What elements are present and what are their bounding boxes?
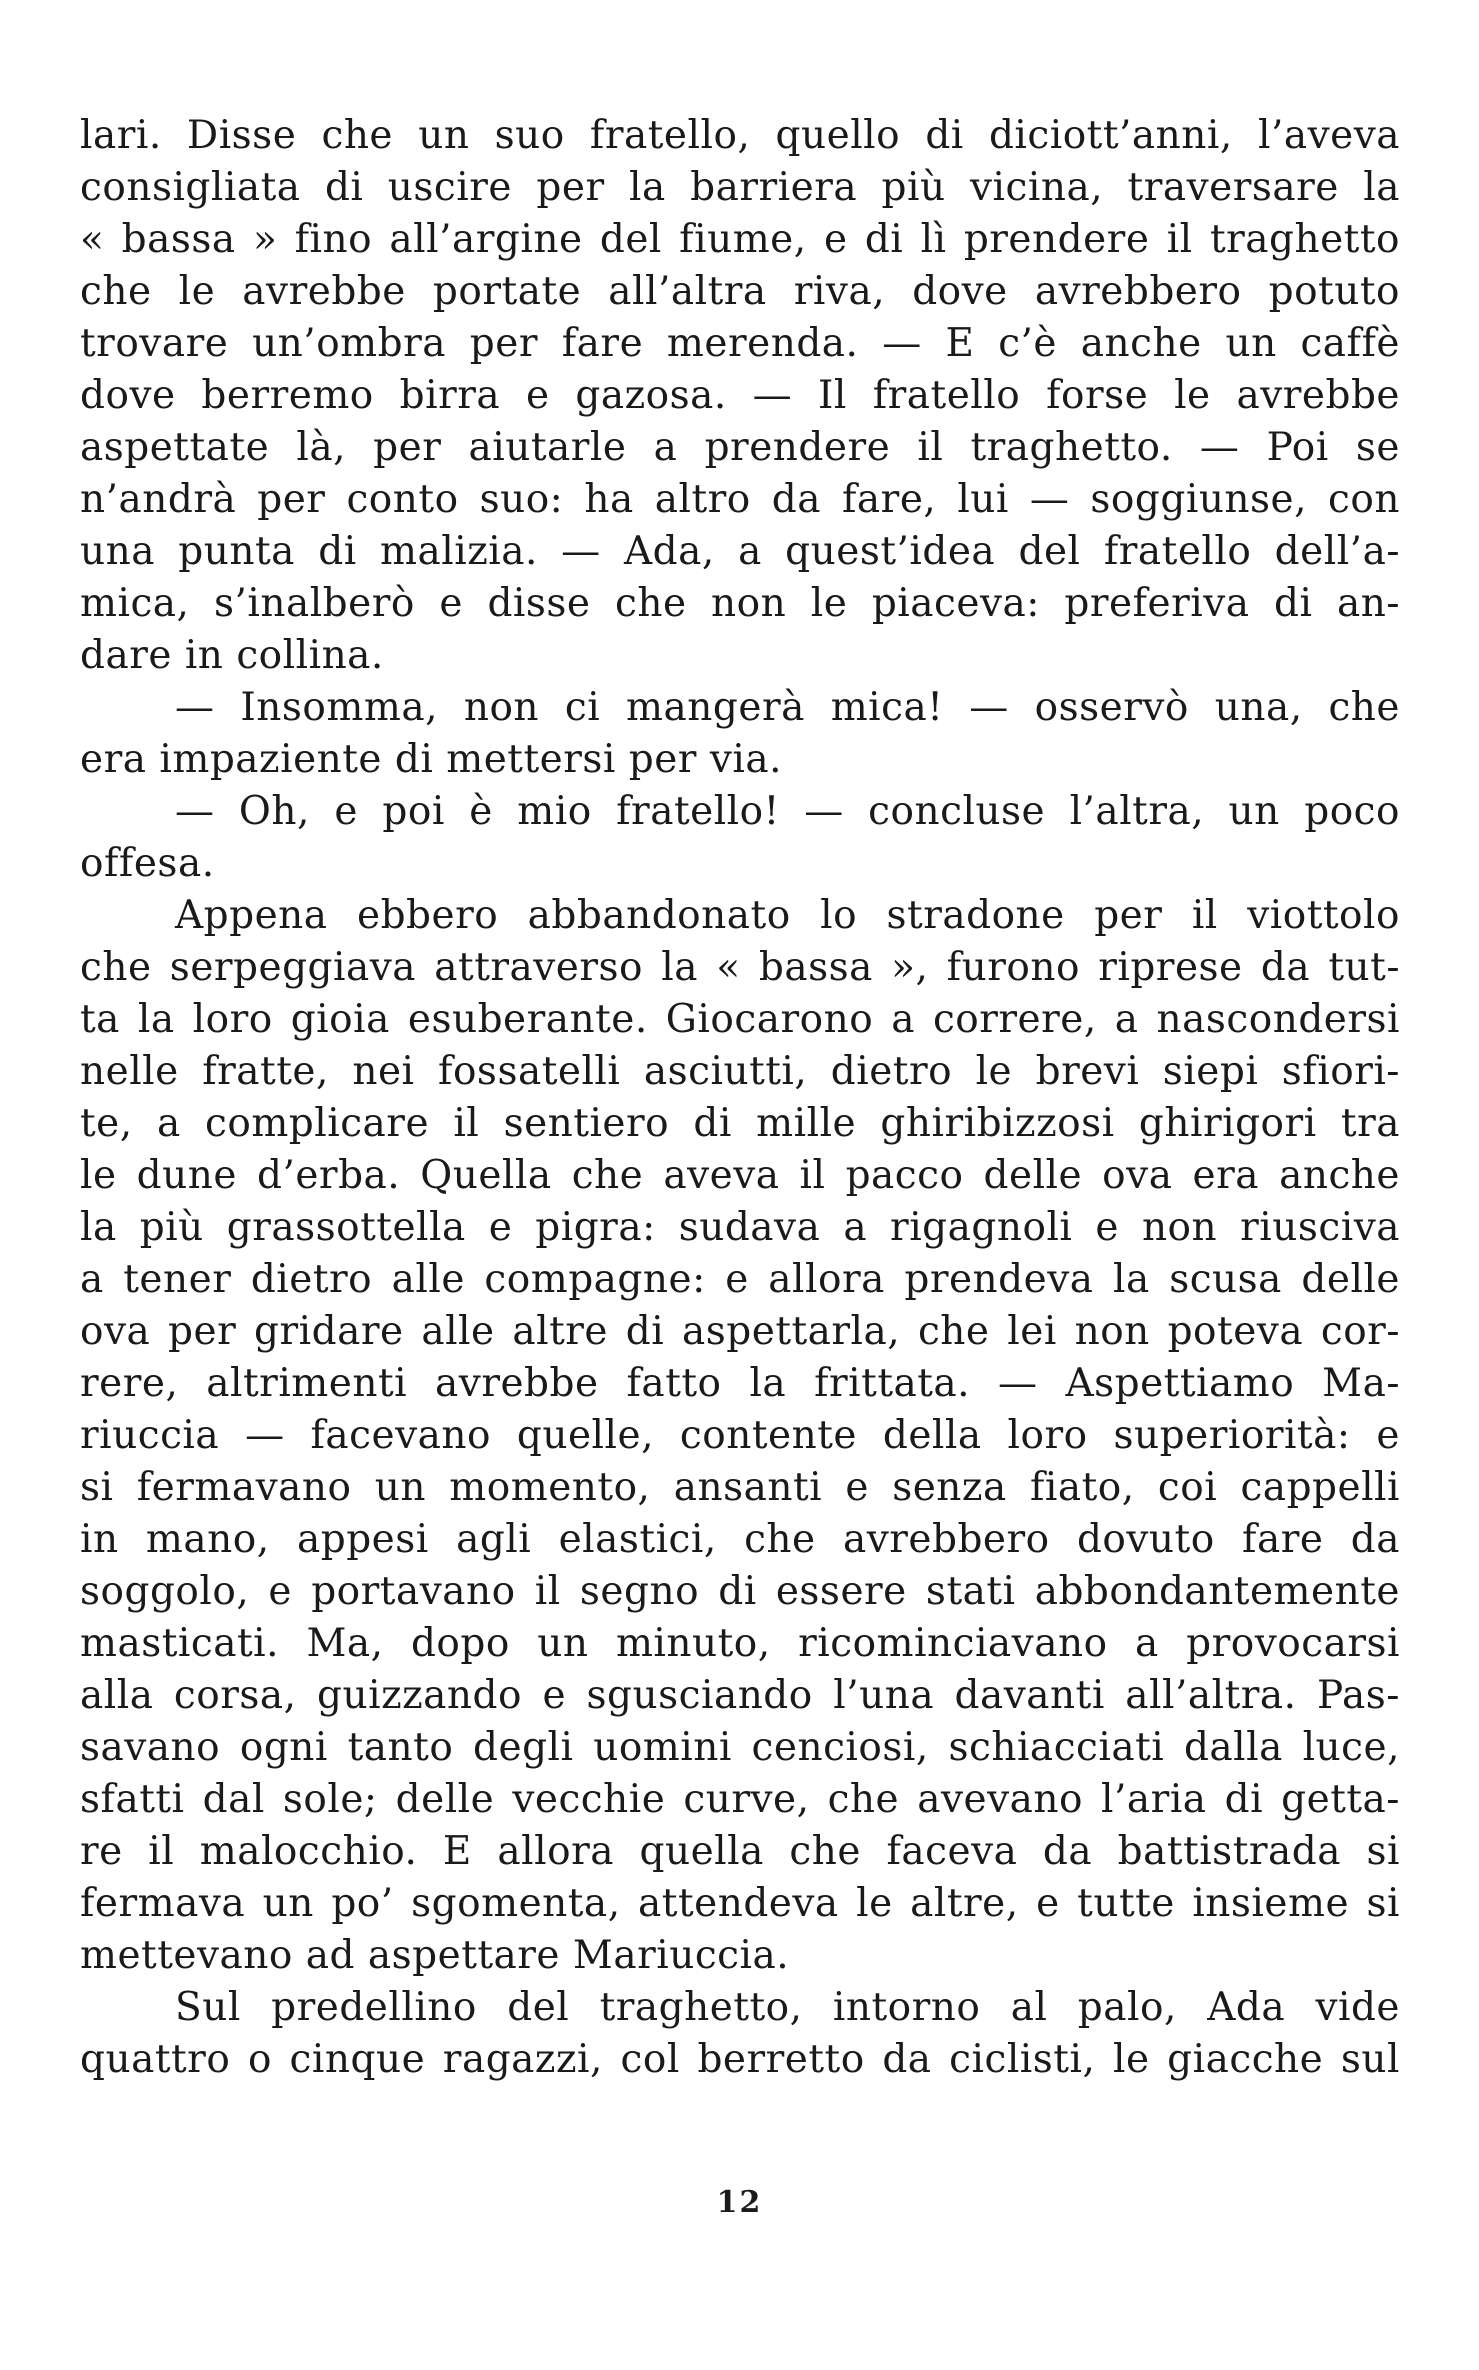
text-line: te, a complicare il sentiero di mille ghiribizzosi ghirigori tra [80, 1101, 1400, 1146]
text-line: consigliata di uscire per la barriera più vicina, traversare la [80, 165, 1400, 210]
text-line: offesa. [80, 841, 215, 886]
text-line: dare in collina. [80, 633, 384, 678]
text-line: lari. Disse che un suo fratello, quello di diciott’anni, l’aveva [80, 113, 1400, 158]
text-line: re il malocchio. E allora quella che faceva da battistrada si [80, 1829, 1400, 1874]
text-line: la più grassottella e pigra: sudava a rigagnoli e non riusciva [80, 1205, 1400, 1250]
page-number: 12 [716, 2185, 763, 2220]
text-line: riuccia — facevano quelle, contente della loro superiorità: e [80, 1413, 1400, 1458]
text-line: Sul predellino del traghetto, intorno al palo, Ada vide [175, 1985, 1400, 2030]
text-line: trovare un’ombra per fare merenda. — E c’è anche un caffè [80, 321, 1400, 366]
text-line: si fermavano un momento, ansanti e senza fiato, coi cappelli [80, 1465, 1400, 1510]
text-line: savano ogni tanto degli uomini cenciosi, schiacciati dalla luce, [80, 1725, 1400, 1770]
text-line: — Oh, e poi è mio fratello! — concluse l’altra, un poco [175, 789, 1400, 834]
text-line: dove berremo birra e gazosa. — Il fratello forse le avrebbe [80, 373, 1400, 418]
text-line: mica, s’inalberò e disse che non le piaceva: preferiva di an- [80, 581, 1400, 626]
text-line: sfatti dal sole; delle vecchie curve, che avevano l’aria di getta- [80, 1777, 1400, 1822]
text-line: rere, altrimenti avrebbe fatto la frittata. — Aspettiamo Ma- [80, 1361, 1400, 1406]
text-line: che serpeggiava attraverso la « bassa », furono riprese da tut- [80, 945, 1400, 990]
text-line: fermava un po’ sgomenta, attendeva le altre, e tutte insieme si [80, 1881, 1400, 1926]
text-line: in mano, appesi agli elastici, che avrebbero dovuto fare da [80, 1517, 1400, 1562]
text-line: le dune d’erba. Quella che aveva il pacco delle ova era anche [80, 1153, 1400, 1198]
text-line: a tener dietro alle compagne: e allora prendeva la scusa delle [80, 1257, 1400, 1302]
text-line: una punta di malizia. — Ada, a quest’idea del fratello dell’a- [80, 529, 1400, 574]
text-line: nelle fratte, nei fossatelli asciutti, dietro le brevi siepi sfiori- [80, 1049, 1400, 1094]
text-line: Appena ebbero abbandonato lo stradone per il viottolo [175, 893, 1400, 938]
text-line: « bassa » fino all’argine del fiume, e di lì prendere il traghetto [80, 217, 1400, 262]
text-line: soggolo, e portavano il segno di essere stati abbondantemente [80, 1569, 1400, 1614]
text-line: era impaziente di mettersi per via. [80, 737, 782, 782]
text-line: n’andrà per conto suo: ha altro da fare, lui — soggiunse, con [80, 477, 1400, 522]
text-line: quattro o cinque ragazzi, col berretto da ciclisti, le giacche sul [80, 2037, 1400, 2082]
text-line: ova per gridare alle altre di aspettarla, che lei non poteva cor- [80, 1309, 1400, 1354]
text-line: — Insomma, non ci mangerà mica! — osservò una, che [175, 685, 1400, 730]
text-line: masticati. Ma, dopo un minuto, ricominciavano a provocarsi [80, 1621, 1400, 1666]
text-line: aspettate là, per aiutarle a prendere il traghetto. — Poi se [80, 425, 1400, 470]
text-line: alla corsa, guizzando e sgusciando l’una davanti all’altra. Pas- [80, 1673, 1400, 1718]
body-text [80, 110, 1400, 2086]
text-line: che le avrebbe portate all’altra riva, dove avrebbero potuto [80, 269, 1400, 314]
text-line: ta la loro gioia esuberante. Giocarono a correre, a nascondersi [80, 997, 1400, 1042]
text-line: mettevano ad aspettare Mariuccia. [80, 1933, 790, 1978]
